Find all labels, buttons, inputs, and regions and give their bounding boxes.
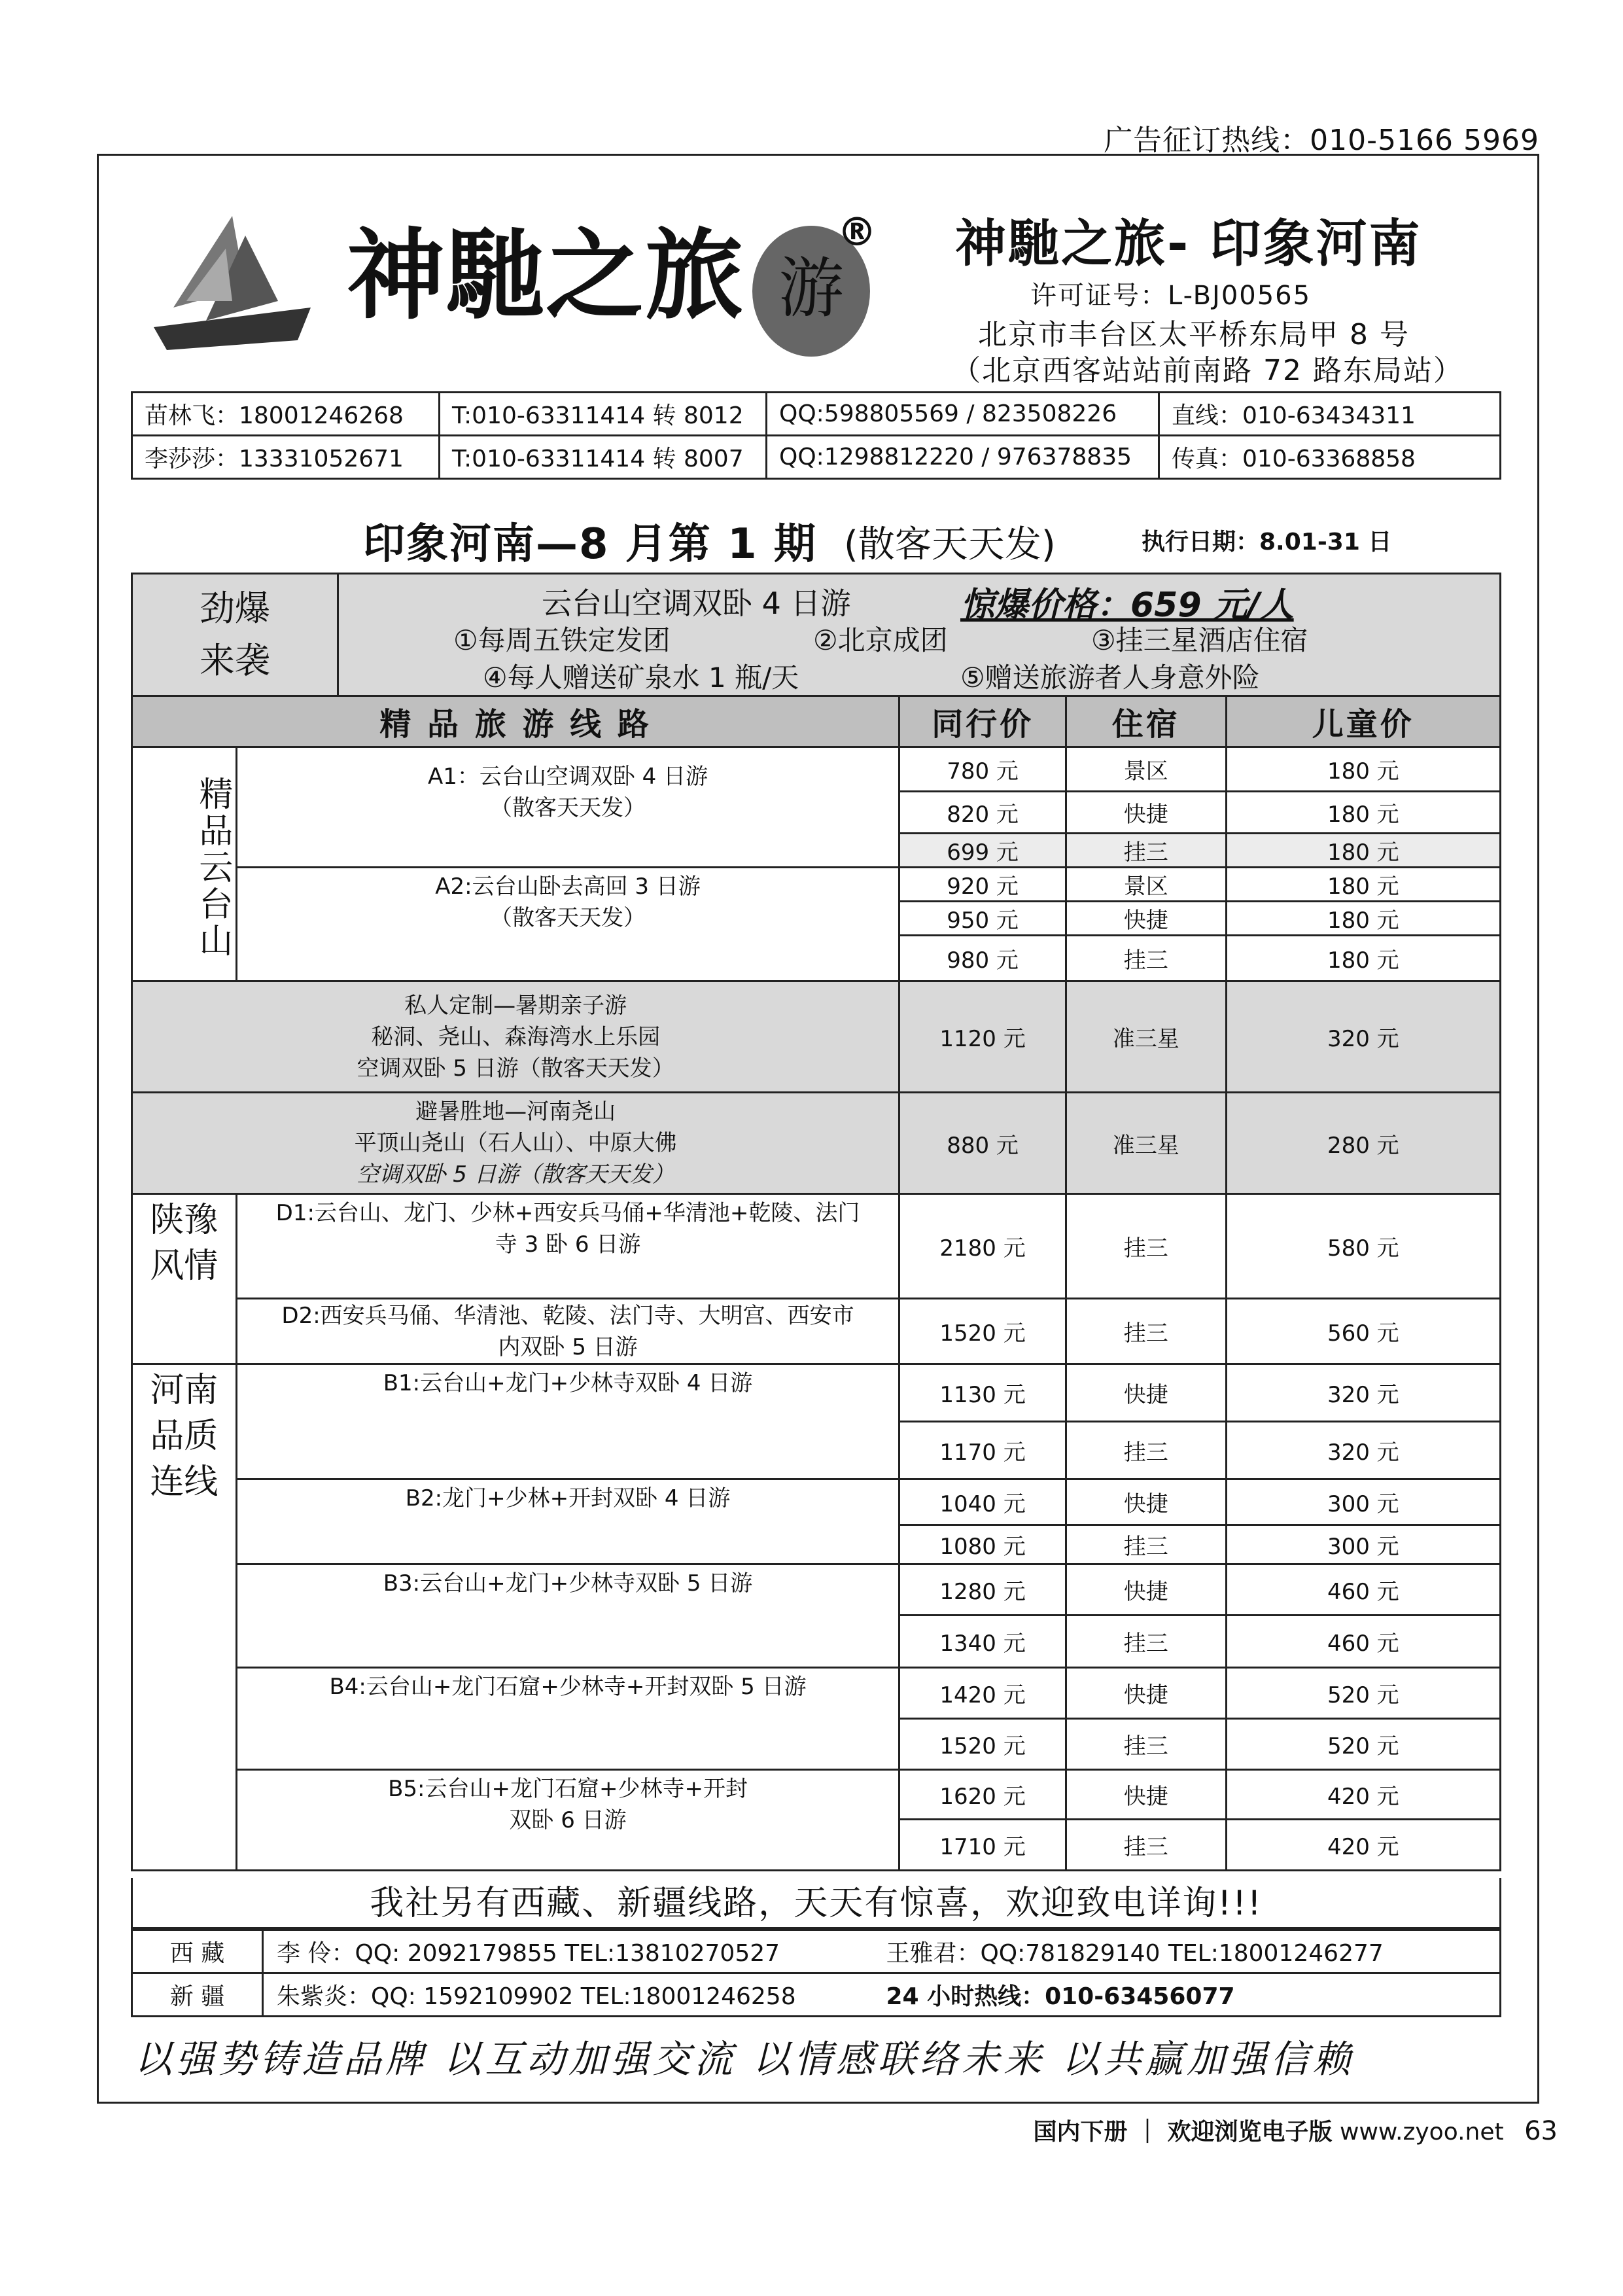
child-price-cell: 520 元 [1226,1719,1500,1770]
lodging-cell: 快捷 [1066,792,1226,834]
promo-route: 云台山空调双卧 4 日游 [542,586,851,621]
price-cell: 1130 元 [899,1364,1066,1422]
page-number: 63 [1524,2116,1558,2146]
contact-person: 王雅君：QQ:781829140 [886,1940,1161,1967]
table-row [132,1770,1501,1820]
route-a1 [236,747,899,868]
lodging-cell: 挂三 [1066,1422,1226,1479]
header-child-price: 儿童价 [1226,696,1500,747]
lodging-cell: 快捷 [1066,1668,1226,1719]
lodging-cell: 挂三 [1066,936,1226,981]
route-line: （散客天天发） [490,795,646,821]
child-price-cell: 520 元 [1226,1668,1500,1719]
route-summer-resort [132,1093,899,1194]
lodging-cell: 挂三 [1066,1525,1226,1564]
route-line: A2:云台山卧去高回 3 日游 [435,874,701,900]
child-price-cell: 320 元 [1226,1422,1500,1479]
route-line: 空调双卧 5 日游（散客天天发） [357,1161,674,1188]
route-line: 内双卧 5 日游 [498,1333,638,1360]
brand-title: 神馳之旅- 印象河南 [955,215,1422,274]
price-cell: 1170 元 [899,1422,1066,1479]
hotline-24h: 24 小时热线：010-63456077 [886,1983,1235,2010]
region-label: 新 疆 [132,1973,263,2017]
child-price-cell: 180 元 [1226,902,1500,936]
promo-feature: ①每周五铁定发团 [453,624,671,656]
contact-tel: TEL:18001246277 [1168,1940,1384,1967]
license-number: 许可证号：L-BJ00565 [1030,281,1312,311]
contact-row-xizang [132,1930,1501,1973]
contact-row [132,393,1501,436]
lodging-cell: 快捷 [1066,1564,1226,1616]
contact-table [131,391,1501,480]
lodging-cell: 挂三 [1066,1820,1226,1871]
lodging-cell: 准三星 [1066,1093,1226,1194]
lodging-cell: 快捷 [1066,1479,1226,1525]
contact-cell: 传真：010-63368858 [1159,436,1501,479]
promo-label-line: 来袭 [200,640,270,681]
header-lodging: 住宿 [1066,696,1226,747]
xizang-contacts [263,1930,1501,1973]
child-price-cell: 180 元 [1226,792,1500,834]
child-price-cell: 180 元 [1226,936,1500,981]
contact-cell: QQ:1298812220 / 976378835 [767,436,1159,479]
promo-feature: ⑤赠送旅游者人身意外险 [960,662,1260,694]
promo-box [131,573,1501,697]
route-line: 避暑胜地—河南尧山 [415,1099,616,1125]
child-price-cell: 460 元 [1226,1564,1500,1616]
title-subtitle: (散客天天发) [844,523,1056,566]
route-b4: B4:云台山+龙门石窟+少林寺+开封双卧 5 日游 [236,1668,899,1770]
contact-cell: T:010-63311414 转 8012 [440,393,767,436]
lodging-cell: 挂三 [1066,1299,1226,1364]
price-cell: 1620 元 [899,1770,1066,1820]
header-peer-price: 同行价 [899,696,1066,747]
category-line: 河南 [150,1371,218,1410]
price-cell: 920 元 [899,868,1066,902]
route-private-tour [132,981,899,1093]
route-line: B5:云台山+龙门石窟+少林寺+开封 [388,1776,748,1802]
address: 北京市丰台区太平桥东局甲 8 号 [978,318,1410,351]
lodging-cell: 挂三 [1066,1616,1226,1668]
route-line: A1：云台山空调双卧 4 日游 [427,764,708,790]
category-shaanyu [132,1194,237,1364]
contact-cell: QQ:598805569 / 823508226 [767,393,1159,436]
price-cell: 880 元 [899,1093,1066,1194]
contact-cell: 苗林飞：18001246268 [132,393,440,436]
table-row [132,1364,1501,1422]
table-row [132,1479,1501,1525]
address-note: （北京西客站站前南路 72 路东局站） [952,354,1463,387]
route-line: 空调双卧 5 日游（散客天天发） [357,1055,674,1082]
seal-glyph: 游 [778,250,844,327]
table-row [132,1668,1501,1719]
footer-section: 国内下册 ｜ 欢迎浏览电子版 [1033,2119,1333,2146]
price-cell: 1080 元 [899,1525,1066,1564]
child-price-cell: 300 元 [1226,1525,1500,1564]
route-b2: B2:龙门+少林+开封双卧 4 日游 [236,1479,899,1564]
route-line: 双卧 6 日游 [509,1807,627,1833]
registered-mark: ® [837,209,877,255]
child-price-cell: 420 元 [1226,1770,1500,1820]
child-price-cell: 300 元 [1226,1479,1500,1525]
lodging-cell: 快捷 [1066,902,1226,936]
price-cell: 1040 元 [899,1479,1066,1525]
route-line: 寺 3 卧 6 日游 [495,1231,641,1258]
price-cell: 2180 元 [899,1194,1066,1299]
table-row [132,1093,1501,1194]
contact-row [132,436,1501,479]
category-line: 风情 [150,1246,218,1286]
price-cell: 1120 元 [899,981,1066,1093]
route-line: D1:云台山、龙门、少林+西安兵马俑+华清池+乾陵、法门 [275,1200,860,1226]
price-cell: 1520 元 [899,1299,1066,1364]
category-line: 品质 [150,1417,218,1456]
contact-row-xinjiang [132,1973,1501,2017]
footer-url[interactable]: www.zyoo.net [1340,2119,1504,2146]
table-row [132,981,1501,1093]
category-yuntaishan: 精品云台山 [132,747,237,981]
price-cell: 950 元 [899,902,1066,936]
promo-feature: ④每人赠送矿泉水 1 瓶/天 [483,662,799,694]
promo-price: 惊爆价格：659 元/人 [960,586,1294,625]
contact-cell: 李莎莎：13331052671 [132,436,440,479]
route-b1: B1:云台山+龙门+少林寺双卧 4 日游 [236,1364,899,1479]
contact-person: 朱紫炎：QQ: 1592109902 TEL:18001246258 [277,1983,796,2010]
route-d2 [236,1299,899,1364]
xinjiang-contacts [263,1973,1501,2017]
price-cell: 1710 元 [899,1820,1066,1871]
child-price-cell: 320 元 [1226,981,1500,1093]
child-price-cell: 460 元 [1226,1616,1500,1668]
promo-feature: ③挂三星酒店住宿 [1091,624,1308,656]
ad-hotline: 广告征订热线：010-5166 5969 [1104,124,1539,157]
table-row [132,1564,1501,1616]
route-a2 [236,868,899,981]
price-cell: 1280 元 [899,1564,1066,1616]
lodging-cell: 准三星 [1066,981,1226,1093]
table-row [132,868,1501,902]
route-price-table [131,695,1501,1871]
price-cell: 820 元 [899,792,1066,834]
category-line: 连线 [150,1462,218,1502]
lodging-cell: 挂三 [1066,1194,1226,1299]
price-cell: 1420 元 [899,1668,1066,1719]
table-header [132,696,1501,747]
category-henan [132,1364,237,1871]
child-price-cell: 580 元 [1226,1194,1500,1299]
notice-banner: 我社另有西藏、新疆线路，天天有惊喜，欢迎致电详询!!! [131,1878,1501,1929]
route-line: 秘洞、尧山、森海湾水上乐园 [371,1023,661,1050]
execution-date: 执行日期：8.01-31 日 [1142,529,1392,556]
child-price-cell: 320 元 [1226,1364,1500,1422]
promo-label-line: 劲爆 [200,588,270,629]
price-cell: 1520 元 [899,1719,1066,1770]
region-label: 西 藏 [132,1930,263,1973]
price-cell: 1340 元 [899,1616,1066,1668]
lodging-cell: 景区 [1066,868,1226,902]
contact-person: 李 伶：QQ: 2092179855 TEL:13810270527 [277,1940,780,1967]
price-cell: 699 元 [899,834,1066,868]
route-line: 平顶山尧山（石人山）、中原大佛 [354,1130,677,1156]
route-line: D2:西安兵马俑、华清池、乾陵、法门寺、大明宫、西安市 [281,1302,854,1329]
route-line: （散客天天发） [490,905,646,931]
tibet-xinjiang-contacts [131,1929,1501,2017]
child-price-cell: 420 元 [1226,1820,1500,1871]
category-line: 陕豫 [150,1201,218,1240]
table-row [132,1299,1501,1364]
price-cell: 780 元 [899,747,1066,792]
sail-logo-icon [147,209,317,353]
route-b5 [236,1770,899,1871]
route-d1 [236,1194,899,1299]
table-row [132,747,1501,792]
price-cell: 980 元 [899,936,1066,981]
promo-label [133,574,339,695]
contact-cell: T:010-63311414 转 8007 [440,436,767,479]
child-price-cell: 180 元 [1226,834,1500,868]
lodging-cell: 挂三 [1066,834,1226,868]
route-line: 私人定制—暑期亲子游 [404,992,627,1019]
child-price-cell: 180 元 [1226,747,1500,792]
page-footer [1033,2113,1558,2147]
page-title: 印象河南—8 月第 1 期 [363,520,817,569]
child-price-cell: 560 元 [1226,1299,1500,1364]
lodging-cell: 挂三 [1066,1719,1226,1770]
header-routes: 精 品 旅 游 线 路 [132,696,899,747]
lodging-cell: 快捷 [1066,1770,1226,1820]
table-row [132,1194,1501,1299]
slogan: 以强势铸造品牌 以互动加强交流 以情感联络未来 以共赢加强信赖 [134,2037,1355,2081]
promo-feature: ②北京成团 [813,624,948,656]
child-price-cell: 180 元 [1226,868,1500,902]
lodging-cell: 快捷 [1066,1364,1226,1422]
child-price-cell: 280 元 [1226,1093,1500,1194]
contact-cell: 直线：010-63434311 [1159,393,1501,436]
lodging-cell: 景区 [1066,747,1226,792]
logo-wordmark: 神馳之旅 [347,218,745,333]
route-b3: B3:云台山+龙门+少林寺双卧 5 日游 [236,1564,899,1668]
